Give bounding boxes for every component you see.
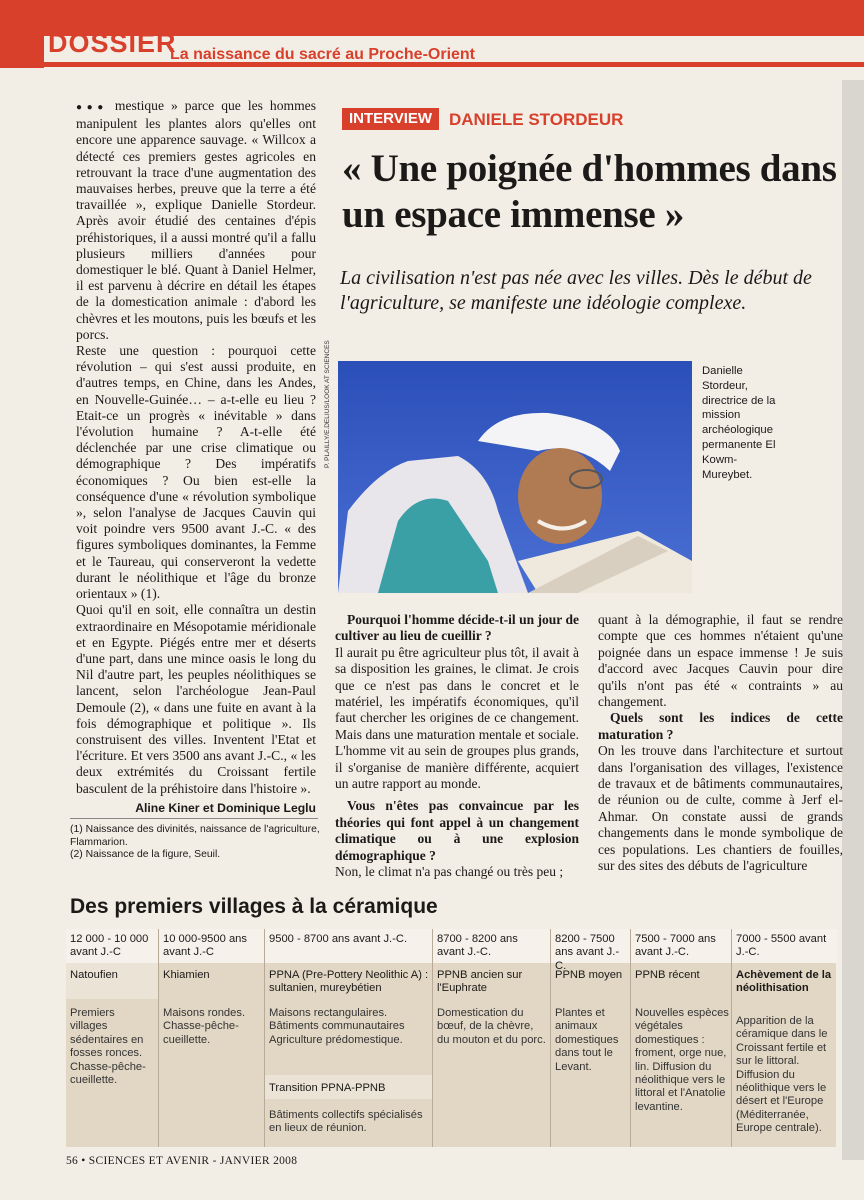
period-name: PPNA (Pre-Pottery Neolithic A) : sultanien, mureybétien xyxy=(269,969,429,995)
period-name: Natoufien xyxy=(70,969,118,981)
interview-column-1 xyxy=(335,612,579,881)
answer: On les trouve dans l'architecture et surtout dans l'organisation des villages, l'existence de travaux et de bâtiments communautaires, de réunion ou de culte, comme à Jerf el-Ahmar. On constate aussi de grands changements dans le monde symbolique de ces populations. Les chantiers de fouilles, sur des sites des débuts de l'agriculture xyxy=(598,743,843,874)
question: Quels sont les indices de cette maturation ? xyxy=(598,710,843,742)
timeline-table xyxy=(66,929,836,1147)
transition-description: Bâtiments collectifs spécialisés en lieux de réunion. xyxy=(269,1109,423,1135)
period-dates: 10 000-9500 ans avant J.-C xyxy=(163,933,247,959)
period-dates: 9500 - 8700 ans avant J.-C. xyxy=(269,933,408,945)
table-column xyxy=(630,929,732,1147)
footnote-rule xyxy=(70,818,318,819)
portrait-photo xyxy=(338,361,692,593)
footnote-1: (1) Naissance des divinités, naissance de l'agriculture, Flammarion. xyxy=(70,824,320,848)
section-subtitle: La naissance du sacré au Proche-Orient xyxy=(170,46,476,63)
photo-credit: P. PLAILLY/E.DELIUS/LOOK AT SCIENCES xyxy=(324,340,331,468)
interviewee-name: DANIELE STORDEUR xyxy=(449,110,624,129)
period-dates: 7500 - 7000 ans avant J.-C. xyxy=(635,933,716,959)
table-column xyxy=(731,929,837,1147)
period-description: Nouvelles espèces végétales domestiques : froment, orge nue, lin. Diffusion du néolithique vers le littoral et l'Anatolie levantine. xyxy=(635,1007,729,1113)
table-column xyxy=(158,929,265,1147)
period-name: PPNB récent xyxy=(635,969,700,981)
period-description: Plantes et animaux domestiques dans tout le Levant. xyxy=(555,1007,619,1073)
article-authors: Aline Kiner et Dominique Leglu xyxy=(135,801,316,815)
period-name: PPNB ancien sur l'Euphrate xyxy=(437,969,523,995)
table-column xyxy=(550,929,631,1147)
paragraph-3: Quoi qu'il en soit, elle connaîtra un destin extraordinaire en Mésopotamie méridionale et en Egypte. Piégés entre mer et déserts d'une part, dans une mince oasis le long du Nil d'autre part, les peuples néolithiques se lancent, selon l'archéologue Jean-Paul Demoule (2), « dans une fuite en avant à la fois démographique et politique ». Ils construisent des villes. Inventent l'Etat et l'écriture. Et vers 3500 ans avant J.-C., « les deux extrémités du Croissant fertile basculent de la préhistoire dans l'histoire ». xyxy=(76,602,316,796)
period-description: Domestication du bœuf, de la chèvre, du mouton et du porc. xyxy=(437,1007,546,1046)
question: Pourquoi l'homme décide-t-il un jour de cultiver au lieu de cueillir ? xyxy=(335,612,579,644)
headline: « Une poignée d'hommes dans un espace immense » xyxy=(342,147,837,236)
interview-kicker: INTERVIEW xyxy=(342,108,439,130)
photo-caption: Danielle Stordeur, directrice de la mission archéologique permanente El Kowm-Mureybet. xyxy=(702,365,776,481)
answer: quant à la démographie, il faut se rendre compte que ces hommes n'étaient qu'une poignée dans un espace immense ! Je suis d'accord avec Jacques Cauvin pour dire qu'ils n'ont pas été « contraints » au changement. xyxy=(598,612,843,710)
period-description: Maisons rondes. Chasse-pêche-cueillette. xyxy=(163,1007,246,1046)
footnote-2: (2) Naissance de la figure, Seuil. xyxy=(70,849,221,860)
period-dates: 7000 - 5500 avant J.-C. xyxy=(736,933,827,959)
interview-column-2 xyxy=(598,612,843,875)
period-dates: 12 000 - 10 000 avant J.-C xyxy=(70,933,149,959)
period-dates: 8700 - 8200 ans avant J.-C. xyxy=(437,933,518,959)
period-description: Premiers villages sédentaires en fosses ronces. Chasse-pêche-cueillette. xyxy=(70,1007,146,1087)
answer: Il aurait pu être agriculteur plus tôt, il avait à sa disposition les graines, le climat. Je crois que ce n'est pas dans le concret et le matériel, les impératifs économiques, qu'il faut chercher les origines de ce changement. Mais dans une maturation mentale et sociale. L'homme vit au sein de groupes plus grands, il s'organise de manière différente, acquiert un autre rapport au monde. xyxy=(335,644,579,792)
period-dates: 8200 - 7500 ans avant J.-C. xyxy=(555,933,620,972)
transition-name: Transition PPNA-PPNB xyxy=(269,1082,386,1094)
portrait-illustration xyxy=(338,361,692,593)
table-title: Des premiers villages à la céramique xyxy=(70,895,438,918)
question: Vous n'êtes pas convaincue par les théories qui font appel à un changement climatique ou à une explosion démographique ? xyxy=(335,798,579,863)
section-label: DOSSIER xyxy=(48,28,177,58)
table-column xyxy=(264,929,433,1147)
continuation-dots: ●●● xyxy=(76,102,108,113)
table-column xyxy=(432,929,551,1147)
standfirst: La civilisation n'est pas née avec les villes. Dès le début de l'agriculture, se manifeste une idéologie complexe. xyxy=(340,267,812,314)
answer: Non, le climat n'a pas changé ou très peu ; xyxy=(335,864,564,880)
table-column xyxy=(66,929,158,1147)
facing-page-edge xyxy=(842,80,864,1160)
period-description: Apparition de la céramique dans le Croissant fertile et sur le littoral. Diffusion du néolithique vers le désert et l'Europe (Méditerranée, Europe centrale). xyxy=(736,1015,828,1135)
period-name: Achèvement de la néolithisation xyxy=(736,969,832,995)
left-column xyxy=(76,98,316,797)
footnotes xyxy=(70,824,320,862)
paragraph-2: Reste une question : pourquoi cette révolution – qui s'est aussi produite, en d'autres temps, en Chine, dans les Andes, en Nouvelle-Guinée… – a-t-elle eu lieu ? Etait-ce un progrès « inévitable » dans l'évolution humaine ? A-t-elle été déclenchée par une crise climatique ou démographique ? Des impératifs économiques ? Ou bien est-elle la conséquence d'une « révolution symbolique », selon l'analyse de Jacques Cauvin qui voit poindre vers 9500 avant J.-C. « des figures symboliques dominantes, la Femme et le Taureau, qui conserveront la vedette durant le néolithique et l'âge du bronze orientaux » (1). xyxy=(76,343,316,602)
period-name: Khiamien xyxy=(163,969,210,981)
page-footer: 56 • SCIENCES ET AVENIR - JANVIER 2008 xyxy=(66,1155,298,1167)
paragraph-1: ●●● mestique » parce que les hommes manipulent les plantes alors qu'elles ont encore une apparence sauvage. « Willcox a détecté ces premiers gestes agricoles en retrouvant la trace d'une augmentation des mauvaises herbes, preuve que la terre a été travaillée », explique Danielle Stordeur. Après avoir étudié des centaines d'épis préhistoriques, il a aussi montré qu'il a fallu plusieurs milliers d'années pour domestiquer le blé. Quant à Daniel Helmer, il est parvenu à décrire en détail les étapes de la domestication animale : d'abord les chèvres et les moutons, puis les bœufs et les porcs. xyxy=(76,98,316,342)
period-description: Maisons rectangulaires. Bâtiments communautaires Agriculture prédomestique. xyxy=(269,1007,405,1046)
period-name: PPNB moyen xyxy=(555,969,623,981)
